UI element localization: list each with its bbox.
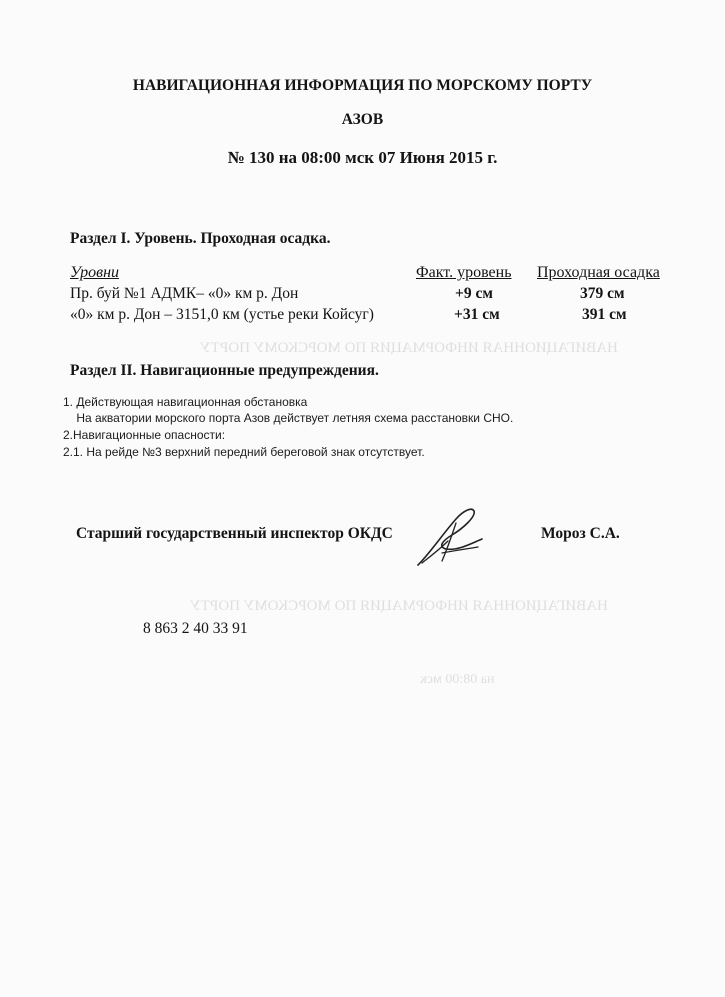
table-row-level: +31 см — [454, 306, 500, 323]
bleed-through-text: на 08:00 мск — [420, 672, 495, 687]
col-header-levels: Уровни — [70, 264, 120, 281]
warning-line: На акватории морского порта Азов действует летняя схема расстановки СНО. — [63, 411, 514, 425]
handwritten-signature — [412, 505, 502, 571]
warning-line: 2.1. На рейде №3 верхний передний береговой знак отсутствует. — [63, 445, 425, 459]
issue-number-date: № 130 на 08:00 мск 07 Июня 2015 г. — [227, 148, 498, 167]
warning-line: 1. Действующая навигационная обстановка — [63, 395, 308, 409]
signatory-position: Старший государственный инспектор ОКДС — [76, 525, 393, 542]
table-row-draft: 391 см — [582, 306, 627, 323]
contact-phone: 8 863 2 40 33 91 — [143, 620, 248, 637]
table-row-draft: 379 см — [580, 285, 625, 302]
col-header-draft: Проходная осадка — [537, 264, 660, 281]
bleed-through-text: НАВИГАЦИОННАЯ ИНФОРМАЦИЯ ПО МОРСКОМУ ПОРТУ — [200, 340, 618, 356]
table-row-level: +9 см — [455, 285, 493, 302]
section2-heading: Раздел II. Навигационные предупреждения. — [70, 362, 379, 379]
document-title: НАВИГАЦИОННАЯ ИНФОРМАЦИЯ ПО МОРСКОМУ ПОРТУ — [132, 77, 593, 94]
port-name: АЗОВ — [341, 111, 384, 128]
table-row-place: Пр. буй №1 АДМК– «0» км р. Дон — [70, 285, 299, 302]
section1-heading: Раздел I. Уровень. Проходная осадка. — [70, 230, 331, 247]
warning-line: 2.Навигационные опасности: — [63, 428, 226, 442]
bleed-through-text: НАВИГАЦИОННАЯ ИНФОРМАЦИЯ ПО МОРСКОМУ ПОРТУ — [190, 598, 608, 614]
signatory-name: Мороз С.А. — [541, 525, 620, 542]
col-header-actual-level: Факт. уровень — [416, 264, 512, 281]
table-row-place: «0» км р. Дон – 3151,0 км (устье реки Койсуг) — [70, 306, 374, 323]
